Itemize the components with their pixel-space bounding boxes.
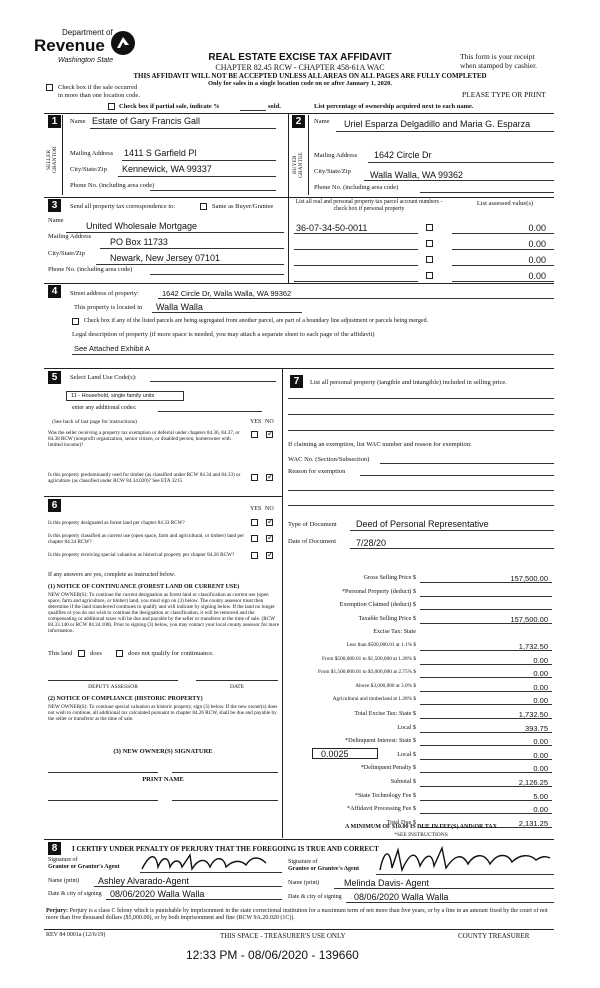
underline — [364, 180, 554, 181]
underline — [150, 274, 284, 275]
if-yes-note: If any answers are yes, complete as instructed below. — [48, 572, 176, 578]
section-4-badge: 4 — [48, 285, 61, 298]
rev-number: REV 84 0001a (12/6/19) — [46, 932, 106, 938]
grantor-sig-label-1: Signature of — [48, 857, 78, 863]
grantor-phone-label: Phone No. (including area code) — [70, 182, 155, 189]
print-line-left — [48, 800, 158, 801]
tax-row-label: Total Excise Tax: State $ — [354, 710, 416, 717]
rule — [44, 929, 554, 930]
tax-row-line — [420, 596, 552, 597]
grantor-mailing-label: Mailing Address — [70, 150, 114, 157]
tax-row-label: From $1,500,000.01 to $3,000,000 at 2.75% $ — [318, 669, 416, 676]
underline — [452, 265, 554, 266]
doc-date-label: Date of Document — [288, 538, 337, 545]
grantor-date-field[interactable]: 08/06/2020 Walla Walla — [110, 889, 205, 899]
underline — [106, 899, 282, 900]
this-land-label: This land — [48, 650, 73, 657]
underline — [420, 192, 554, 193]
wa-logo-icon — [110, 30, 136, 56]
grantor-side-label: SELLER GRANTOR — [46, 146, 58, 174]
dept-line3: Washington State — [58, 57, 114, 64]
signature-line-left — [48, 772, 158, 773]
tax-row-label: Local $ — [397, 750, 416, 758]
see-back-note: (See back of last page for instructions) — [52, 419, 137, 425]
partial-sale-label: Check box if partial sale, indicate % — [119, 103, 220, 110]
same-as-buyer-label: Same as Buyer/Grantee — [212, 203, 274, 210]
tax-row-value[interactable]: 0.00 — [533, 737, 548, 747]
multi-location-label-2: in more than one location code. — [58, 92, 140, 99]
s5-q1-yes-checkbox[interactable] — [251, 431, 258, 438]
grantee-name-field[interactable]: Uriel Esparza Delgadillo and Maria G. Esparza — [344, 119, 531, 129]
underline — [100, 248, 284, 249]
mail-phone-label: Phone No. (including area code) — [48, 266, 133, 273]
underline — [152, 312, 302, 313]
mail-city-label: City/State/Zip — [48, 250, 85, 257]
tax-row-label: Subtotal $ — [390, 778, 416, 785]
perjury-block — [46, 908, 554, 922]
underline — [346, 902, 554, 903]
cashier-stamp: 12:33 PM - 08/06/2020 - 139660 — [186, 948, 359, 962]
tax-row-label: Local $ — [397, 723, 416, 731]
tax-row-value[interactable]: 0.00 — [533, 682, 548, 692]
underline — [294, 233, 418, 234]
s6-q3-no-checkbox[interactable] — [266, 552, 273, 559]
does-not-qualify-checkbox[interactable] — [116, 650, 123, 657]
tax-row-value[interactable]: 5.00 — [533, 791, 548, 801]
grantor-city-label: City/State/Zip — [70, 166, 107, 173]
grantor-mailing-field[interactable]: 1411 S Garfield Pl — [124, 148, 197, 158]
s6-q2-no-checkbox[interactable] — [266, 535, 273, 542]
grantee-side-label: BUYER GRANTEE — [292, 152, 304, 178]
legal-description-label: Legal description of property (if more space is needed, you may attach a separate sheet to each page of the affidavit) — [72, 331, 375, 338]
underline — [336, 131, 554, 132]
sold-label: sold. — [268, 103, 281, 110]
tax-row-value[interactable]: 157,500.00 — [510, 614, 548, 624]
underline — [96, 264, 284, 265]
underline — [452, 281, 554, 282]
legal-description-field[interactable]: See Attached Exhibit A — [74, 344, 150, 353]
underline — [288, 398, 554, 399]
grantee-phone-label: Phone No. (including area code) — [314, 184, 399, 191]
only-for-note: Only for sales in a single location code on or after January 1, 2020. — [208, 80, 392, 87]
mail-address-field[interactable]: PO Box 11733 — [110, 237, 168, 247]
grantor-sig-label-2: Grantor or Grantor's Agent — [48, 864, 120, 870]
tax-row-value[interactable]: 393.75 — [525, 723, 548, 733]
divider — [62, 115, 63, 195]
underline — [452, 233, 554, 234]
notice2-title: (2) NOTICE OF COMPLIANCE (HISTORIC PROPERTY) — [48, 696, 203, 702]
grantee-signature-icon — [376, 844, 552, 874]
notice1-title: (1) NOTICE OF CONTINUANCE (FOREST LAND OR CURRENT USE) — [48, 584, 240, 590]
multi-location-checkbox[interactable] — [46, 84, 53, 91]
perjury-text: Perjury is a class C felony which is punishable by imprisonment in the state correctional institution for a maximum term of not more than five years, or by a fine in an amount fixed by the court of not more than five thousand dollars ($5,000.00), or by both imprisonment and fine (RCW 9A.20.020 (1C)). — [46, 908, 548, 921]
mail-address-label: Mailing Address — [48, 233, 92, 240]
treasurer-space: THIS SPACE - TREASURER'S USE ONLY — [220, 932, 346, 940]
county-treasurer: COUNTY TREASURER — [458, 932, 530, 940]
section-6-badge: 6 — [48, 499, 61, 512]
tax-row-label: *Affidavit Processing Fee $ — [346, 805, 416, 813]
land-use-value: 11 - Household, single family units — [71, 393, 155, 399]
does-qualify-checkbox[interactable] — [78, 650, 85, 657]
grantor-signature-icon — [140, 851, 270, 873]
underline — [150, 381, 276, 382]
grantor-name-label: Name — [70, 118, 86, 125]
s6-q3: Is this property receiving special valuation as historical property per chapter 84.26 RCW? — [48, 552, 235, 558]
mail-name-field[interactable]: United Wholesale Mortgage — [86, 221, 198, 231]
s5-yes-label: YES — [250, 419, 262, 425]
minimum-note: A MINIMUM OF $10.00 IS DUE IN FEE(S) AND/OR TAX — [345, 824, 497, 830]
underline — [376, 874, 554, 875]
segregated-checkbox[interactable] — [72, 318, 79, 325]
tax-row-label: Exemption Claimed (deduct) $ — [339, 601, 416, 609]
date-signature-line — [196, 680, 278, 681]
assessed-header: List assessed value(s) — [476, 200, 534, 207]
please-type: PLEASE TYPE OR PRINT — [462, 90, 546, 99]
section-7-badge: 7 — [290, 375, 303, 388]
tax-row-value[interactable]: 157,500.00 — [510, 574, 548, 583]
does-not-label: does not qualify for continuance. — [128, 650, 214, 657]
tax-row-label: Agricultural and timberland at 1.28% $ — [332, 696, 416, 703]
s5-no-label: NO — [265, 419, 274, 425]
grantor-name-print-field[interactable]: Ashley Alvarado-Agent — [98, 876, 190, 886]
mail-name-label: Name — [48, 217, 64, 224]
ownership-pct-label: List percentage of ownership acquired next to each name. — [314, 103, 474, 110]
grantee-name-print-label: Name (print) — [288, 880, 320, 886]
dept-line1: Department of — [62, 28, 113, 37]
doc-type-label: Type of Document — [288, 521, 337, 528]
tax-row-label: *Delinquent Penalty $ — [360, 764, 416, 772]
rule — [44, 197, 554, 198]
tax-row-value[interactable]: 0.00 — [533, 696, 548, 706]
tax-row-value[interactable]: 1,732.50 — [518, 642, 548, 651]
partial-sale-field[interactable] — [240, 110, 266, 111]
tax-row-label: Excise Tax: State — [373, 628, 416, 636]
exemption-label: If claiming an exemption, list WAC number and reason for exemption: — [288, 441, 472, 448]
s6-q3-yes-checkbox[interactable] — [251, 552, 258, 559]
personal-property-checkbox-3[interactable] — [426, 256, 433, 263]
assessed-value-4[interactable]: 0.00 — [528, 271, 546, 281]
deputy-signature-line — [48, 680, 178, 681]
street-address-field[interactable]: 1642 Circle Dr, Walla Walla, WA 99362 — [162, 289, 292, 298]
rule — [44, 368, 554, 369]
form-title: REAL ESTATE EXCISE TAX AFFIDAVIT — [208, 52, 392, 63]
notice1-body: NEW OWNER(S): To continue the current designation as forest land or classification as current use (open space, farm and agriculture, or timber) land, you must sign on (3) below. The county assessor must then determine if the land transferred continues to qualify and will indicate by signing below. If the land no longer qualifies or you do not wish to continue the designation or classification, it will be removed and the compensating or additional taxes will be due and payable by the seller or transferor at the time of sale. (RCW 84.33.140 or RCW 84.34.108). Prior to signing (3) below, you may contact your local county assessor for more information. — [48, 592, 280, 634]
s6-q2: Is this property classified as current use (open space, farm and agricultural, or timber) land per chapter 84.34 RCW? — [48, 533, 245, 545]
underline — [288, 414, 554, 415]
rule — [44, 496, 282, 497]
s6-no-label: NO — [265, 506, 274, 512]
grantee-date-field[interactable]: 08/06/2020 Walla Walla — [354, 892, 449, 902]
personal-property-checkbox-2[interactable] — [426, 240, 433, 247]
grantor-name-field[interactable]: Estate of Gary Francis Gall — [92, 116, 201, 126]
print-name-label: PRINT NAME — [142, 776, 184, 783]
section-3-badge: 3 — [48, 199, 61, 212]
s5-q2-no-checkbox[interactable] — [266, 474, 273, 481]
s6-q2-yes-checkbox[interactable] — [251, 535, 258, 542]
print-line-right — [172, 800, 278, 801]
reason-field — [360, 475, 554, 476]
new-owner-signature-label: (3) NEW OWNER(S) SIGNATURE — [113, 748, 213, 755]
grantee-mailing-field[interactable]: 1642 Circle Dr — [374, 150, 432, 160]
underline — [350, 530, 554, 531]
personal-property-checkbox-1[interactable] — [426, 224, 433, 231]
revenue-logo — [34, 28, 144, 72]
wac-label: WAC No. (Section/Subsection) — [288, 456, 370, 463]
section-8-badge: 8 — [48, 842, 61, 855]
reason-label: Reason for exemption — [288, 468, 346, 475]
underline — [350, 548, 554, 549]
s6-q1-yes-checkbox[interactable] — [251, 519, 258, 526]
multi-location-label-1: Check box if the sale occurred — [58, 84, 138, 91]
assessed-value-1[interactable]: 0.00 — [528, 223, 546, 233]
grantee-name-label: Name — [314, 118, 330, 125]
perjury-label: Perjury: — [46, 908, 68, 914]
underline — [294, 265, 418, 266]
rule — [44, 113, 554, 114]
tax-table — [288, 572, 556, 834]
segregated-label: Check box if any of the listed parcels are being segregated from another parcel, are part of a boundary line adjustment or parcels being merged. — [84, 318, 429, 324]
underline — [334, 888, 554, 889]
tax-row-value[interactable]: 0.00 — [533, 750, 548, 760]
personal-property-label: List all personal property (tangible and intangible) included in selling price. — [310, 379, 507, 386]
street-address-label: Street address of property: — [70, 290, 139, 297]
underline — [90, 128, 276, 129]
divider — [308, 115, 309, 195]
underline — [140, 872, 282, 873]
mail-city-field[interactable]: Newark, New Jersey 07101 — [110, 253, 221, 263]
receipt-note-1: This form is your receipt — [460, 52, 535, 61]
grantee-mailing-label: Mailing Address — [314, 152, 358, 159]
tax-row-value[interactable]: 1,732.50 — [518, 710, 548, 719]
notice2-body: NEW OWNER(S): To continue special valuation as historic property, sign (3) below. If the new owner(s) does not wish to continue, all additional tax calculated pursuant to chapter 84.26 RCW, shall be due and payable by the seller or transferor at the time of sale. — [48, 704, 278, 722]
additional-codes-label: enter any additional codes: — [72, 405, 137, 411]
grantee-city-field[interactable]: Walla Walla, WA 99362 — [370, 170, 464, 180]
underline — [94, 886, 282, 887]
underline — [288, 505, 554, 506]
certify-statement: I CERTIFY UNDER PENALTY OF PERJURY THAT THE FOREGOING IS TRUE AND CORRECT — [72, 845, 379, 853]
tax-row-value[interactable]: 0.00 — [533, 764, 548, 774]
s5-q2: Is this property predominantly used for timber (as classified under RCW 84.34 and 84.33) or agriculture (as classified under RCW 84.34.020)? See ETA 3215 — [48, 472, 241, 484]
grantee-city-label: City/State/Zip — [314, 168, 351, 175]
underline — [158, 298, 554, 299]
receipt-note-2: when stamped by cashier. — [460, 61, 538, 70]
underline — [118, 176, 276, 177]
tax-row-value[interactable]: 0.00 — [533, 669, 548, 679]
parcel-number-1[interactable]: 36-07-34-50-0011 — [296, 223, 368, 233]
tax-row-label: Less than $500,000.01 at 1.1% $ — [346, 642, 416, 648]
underline — [150, 190, 276, 191]
underline — [66, 232, 284, 233]
doc-type-field[interactable]: Deed of Personal Representative — [356, 519, 489, 529]
s6-q1: Is this property designated as forest land per chapter 84.33 RCW? — [48, 520, 185, 526]
divider — [288, 197, 289, 283]
partial-sale-checkbox[interactable] — [108, 103, 115, 110]
same-as-buyer-checkbox[interactable] — [200, 203, 207, 210]
tax-row-label: *Delinquent Interest: State $ — [345, 737, 416, 745]
divider — [282, 368, 283, 838]
tax-row-label: *Personal Property (deduct) $ — [341, 587, 416, 595]
assessed-value-2[interactable]: 0.00 — [528, 239, 546, 249]
doc-date-field[interactable]: 7/28/20 — [356, 538, 387, 548]
grantee-date-label: Date & city of signing — [288, 894, 342, 900]
rule — [44, 839, 554, 840]
s5-q1: Was the seller receiving a property tax exemption or deferral under chapters 84.36, 84.37, or 84.38 RCW (nonprofit organization, senior citizen, or disabled person, homeowner with limited income)? — [48, 430, 240, 448]
wac-field — [380, 463, 554, 464]
underline — [122, 160, 276, 161]
grantee-name-print-field[interactable]: Melinda Davis- Agent — [344, 878, 430, 888]
tax-row-label: Gross Selling Price $ — [363, 574, 416, 581]
underline — [294, 249, 418, 250]
underline — [368, 162, 554, 163]
s5-q1-no-checkbox[interactable] — [266, 431, 273, 438]
does-label: does — [90, 650, 102, 657]
underline — [72, 354, 554, 355]
grantee-sig-label-1: Signature of — [288, 859, 318, 865]
form-subtitle: CHAPTER 82.45 RCW - CHAPTER 458-61A WAC — [215, 63, 385, 72]
send-correspondence-label: Send all property tax correspondence to: — [70, 203, 176, 210]
signature-line-right — [172, 772, 278, 773]
grantee-sig-label-2: Grantee or Grantee's Agent — [288, 866, 360, 872]
assessed-value-3[interactable]: 0.00 — [528, 255, 546, 265]
tax-row-value[interactable]: 2,131.25 — [518, 818, 548, 828]
grantor-date-label: Date & city of signing — [48, 891, 102, 897]
tax-row-line — [420, 609, 552, 610]
land-use-label: Select Land Use Code(s): — [70, 374, 137, 381]
underline — [158, 411, 262, 412]
s5-q2-yes-checkbox[interactable] — [251, 474, 258, 481]
deputy-label: DEPUTY ASSESSOR — [88, 684, 138, 690]
located-in-label: This property is located in — [74, 304, 143, 311]
form-warning: THIS AFFIDAVIT WILL NOT BE ACCEPTED UNLESS ALL AREAS ON ALL PAGES ARE FULLY COMPLETED — [133, 72, 487, 80]
tax-row-value[interactable]: 0.00 — [533, 655, 548, 665]
underline — [452, 249, 554, 250]
tax-row-value[interactable]: 0.00 — [533, 805, 548, 815]
underline — [288, 430, 554, 431]
tax-row-label: Above $3,000,000 at 3.0% $ — [355, 682, 416, 689]
located-in-field[interactable]: Walla Walla — [156, 302, 203, 312]
section-1-badge: 1 — [48, 115, 61, 128]
underline — [288, 490, 554, 491]
grantor-city-field[interactable]: Kennewick, WA 99337 — [122, 164, 212, 174]
dept-line2: Revenue — [34, 36, 105, 55]
local-rate-value: 0.0025 — [321, 749, 349, 759]
grantor-name-print-label: Name (print) — [48, 878, 80, 884]
section-2-badge: 2 — [292, 115, 305, 128]
tax-row-value[interactable]: 2,126.25 — [518, 778, 548, 787]
see-instructions: *SEE INSTRUCTIONS — [394, 832, 448, 838]
s6-q1-no-checkbox[interactable] — [266, 519, 273, 526]
tax-row-label: Taxable Selling Price $ — [358, 614, 416, 622]
underline — [294, 281, 418, 282]
tax-row-label: From $500,000.01 to $1,500,000 at 1.28% $ — [321, 655, 416, 662]
tax-row-label: Total Due $ — [386, 818, 416, 826]
parcel-header: List all real and personal property tax parcel account numbers - check box if personal property — [295, 199, 443, 212]
divider — [288, 113, 289, 197]
land-use-select[interactable] — [66, 391, 184, 401]
section-5-badge: 5 — [48, 371, 61, 384]
rule — [44, 283, 554, 284]
deputy-date-label: DATE — [229, 684, 245, 690]
s6-yes-label: YES — [250, 506, 262, 512]
tax-row-label: *State Technology Fee $ — [354, 791, 416, 799]
local-rate-box[interactable] — [312, 748, 378, 759]
personal-property-checkbox-4[interactable] — [426, 272, 433, 279]
